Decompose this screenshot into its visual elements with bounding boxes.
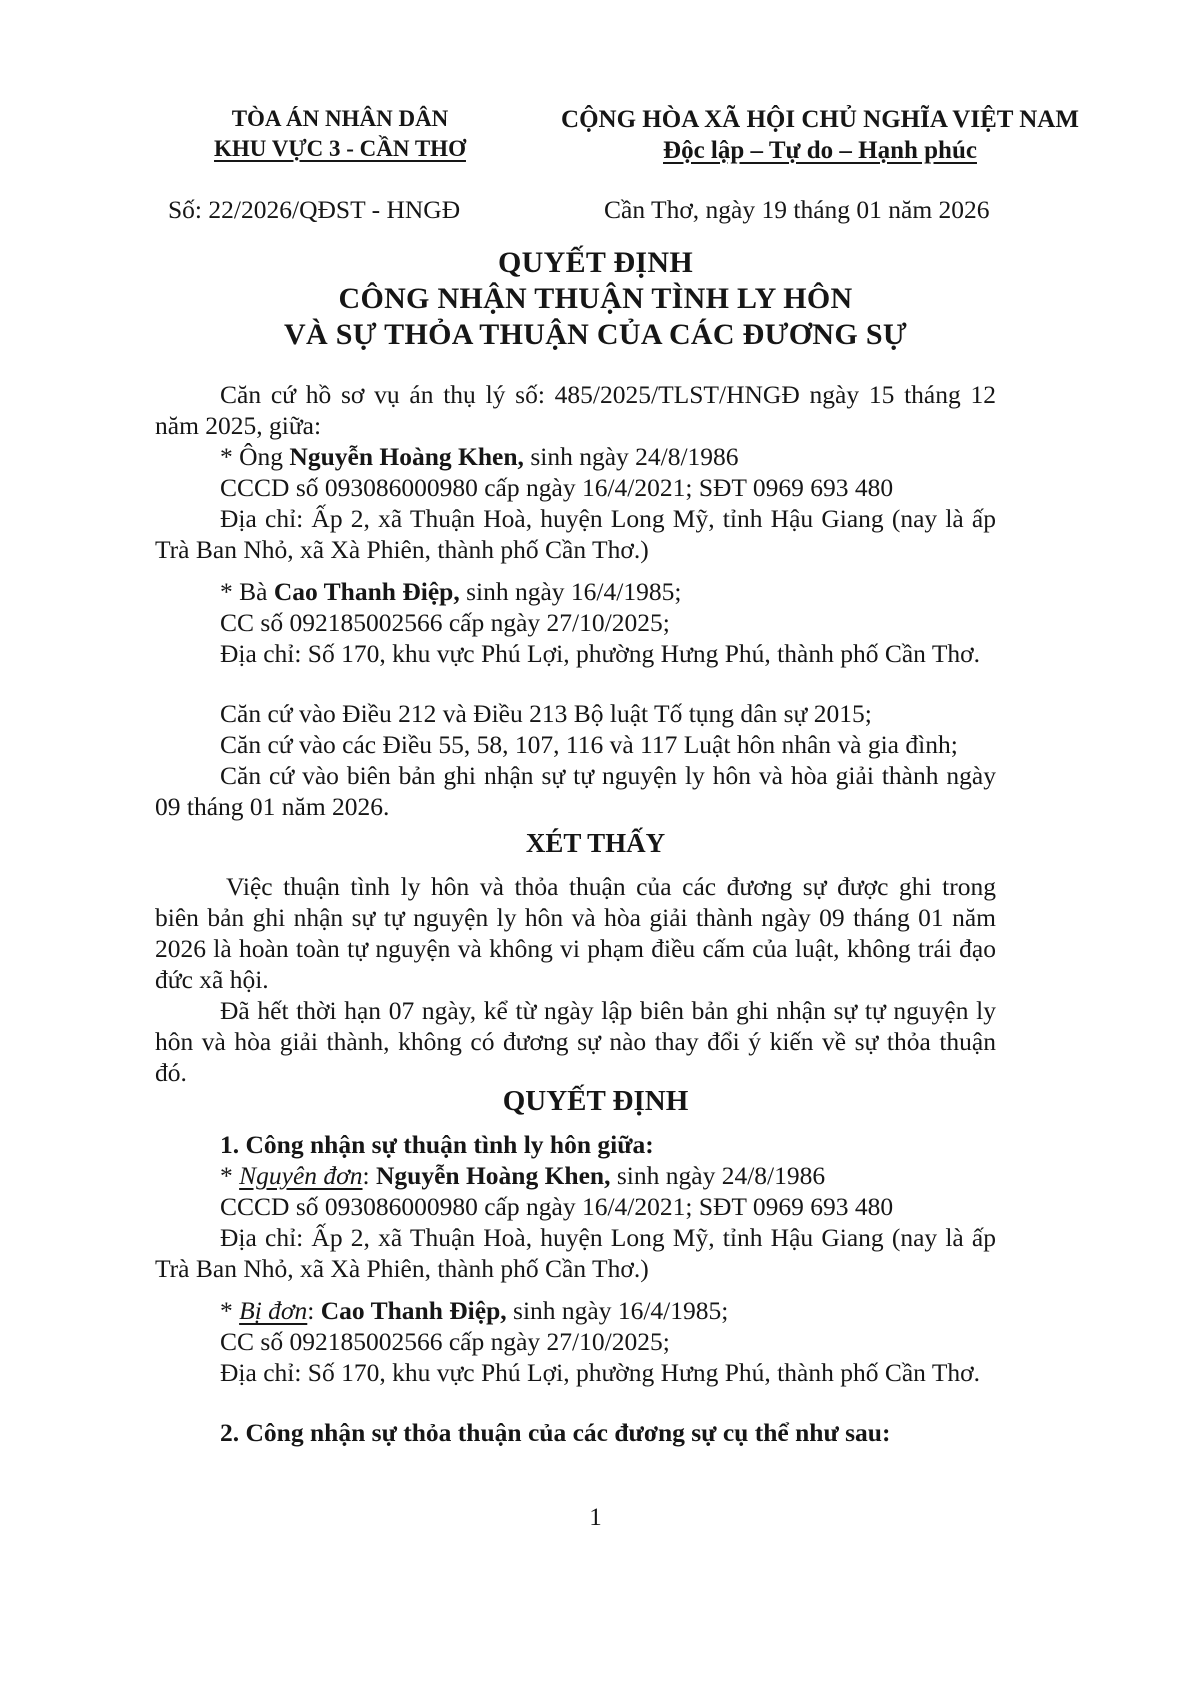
document-number: [168, 195, 460, 225]
intro-line-2: năm 2025, giữa:: [155, 411, 322, 440]
findings-p1-l4: đức xã hội.: [155, 965, 269, 994]
court-name: TÒA ÁN NHÂN DÂN: [231, 106, 449, 131]
basis-3: Căn cứ vào biên bản ghi nhận sự tự nguyện ly hôn và hòa giải thành ngày: [220, 761, 996, 790]
party2-name: Cao Thanh Điệp,: [273, 577, 460, 606]
doc-title: QUYẾT ĐỊNH: [498, 246, 693, 279]
findings-p1-l3: 2026 là hoàn toàn tự nguyện và không vi phạm điều cấm của luật, không trái đạo: [155, 934, 996, 963]
findings-p2-l1: Đã hết thời hạn 07 ngày, kể từ ngày lập biên bản ghi nhận sự tự nguyện ly: [220, 996, 996, 1025]
plaintiff-address-2: Trà Ban Nhỏ, xã Xà Phiên, thành phố Cần Thơ.): [155, 1254, 649, 1283]
document-number-value: 22/2026/QĐST - HNGĐ: [208, 195, 461, 224]
document-number-prefix: Số:: [168, 195, 209, 224]
findings-p1-l1: Việc thuận tình ly hôn và thỏa thuận của các đương sự được ghi trong: [226, 872, 996, 901]
doc-subtitle-2: VÀ SỰ THỎA THUẬN CỦA CÁC ĐƯƠNG SỰ: [283, 318, 907, 351]
findings-p1-l2: biên bản ghi nhận sự tự nguyện ly hôn và hòa giải thành ngày 09 tháng 01 năm: [155, 903, 996, 932]
decision-heading: QUYẾT ĐỊNH: [502, 1085, 689, 1117]
party2-id: CC số 092185002566 cấp ngày 27/10/2025;: [220, 608, 670, 637]
party1-address-2: Trà Ban Nhỏ, xã Xà Phiên, thành phố Cần Thơ.): [155, 535, 649, 564]
decision-item2-heading: 2. Công nhận sự thỏa thuận của các đương sự cụ thể như sau:: [220, 1418, 891, 1447]
basis-2: Căn cứ vào các Điều 55, 58, 107, 116 và 117 Luật hôn nhân và gia đình;: [220, 730, 958, 759]
plaintiff-address-1: Địa chỉ: Ấp 2, xã Thuận Hoà, huyện Long Mỹ, tỉnh Hậu Giang (nay là ấp: [220, 1223, 996, 1252]
intro-line-1: Căn cứ hồ sơ vụ án thụ lý số: 485/2025/TLST/HNGĐ ngày 15 tháng 12: [220, 380, 996, 409]
basis-4: 09 tháng 01 năm 2026.: [155, 792, 390, 821]
plaintiff-name: Nguyễn Hoàng Khen,: [375, 1161, 611, 1190]
findings-heading: XÉT THẤY: [525, 828, 666, 858]
defendant-name: Cao Thanh Điệp,: [320, 1296, 507, 1325]
party1-address-1: Địa chỉ: Ấp 2, xã Thuận Hoà, huyện Long Mỹ, tỉnh Hậu Giang (nay là ấp: [220, 504, 996, 533]
decision-item1-heading: 1. Công nhận sự thuận tình ly hôn giữa:: [220, 1130, 654, 1159]
basis-1: Căn cứ vào Điều 212 và Điều 213 Bộ luật Tố tụng dân sự 2015;: [220, 699, 872, 728]
defendant-address: Địa chỉ: Số 170, khu vực Phú Lợi, phường Hưng Phú, thành phố Cần Thơ.: [220, 1358, 981, 1387]
findings-p2-l2: hôn và hòa giải thành, không có đương sự nào thay đổi ý kiến về sự thỏa thuận: [155, 1027, 996, 1056]
plaintiff-line: * Nguyên đơn: Nguyễn Hoàng Khen, sinh ngày 24/8/1986: [220, 1161, 826, 1190]
party1-id: CCCD số 093086000980 cấp ngày 16/4/2021; SĐT 0969 693 480: [220, 473, 894, 502]
defendant-id: CC số 092185002566 cấp ngày 27/10/2025;: [220, 1327, 670, 1356]
defendant-line: * Bị đơn: Cao Thanh Điệp, sinh ngày 16/4/1985;: [220, 1296, 729, 1325]
court-district: KHU VỰC 3 - CẦN THƠ: [214, 136, 466, 161]
plaintiff-id: CCCD số 093086000980 cấp ngày 16/4/2021; SĐT 0969 693 480: [220, 1192, 894, 1221]
findings-p2-l3: đó.: [155, 1058, 187, 1087]
party1-line: * Ông Nguyễn Hoàng Khen, sinh ngày 24/8/1986: [220, 442, 739, 471]
party1-name: Nguyễn Hoàng Khen,: [289, 442, 524, 471]
party2-address: Địa chỉ: Số 170, khu vực Phú Lợi, phường Hưng Phú, thành phố Cần Thơ.: [220, 639, 981, 668]
party2-line: * Bà Cao Thanh Điệp, sinh ngày 16/4/1985;: [220, 577, 682, 606]
plaintiff-label: Nguyên đơn: [239, 1161, 363, 1190]
page-number: 1: [589, 1504, 602, 1531]
nation-name: CỘNG HÒA XÃ HỘI CHỦ NGHĨA VIỆT NAM: [561, 106, 1079, 133]
nation-motto: Độc lập – Tự do – Hạnh phúc: [663, 137, 977, 164]
doc-subtitle-1: CÔNG NHẬN THUẬN TÌNH LY HÔN: [338, 282, 853, 315]
defendant-label: Bị đơn: [239, 1296, 308, 1325]
place-date: Cần Thơ, ngày 19 tháng 01 năm 2026: [604, 195, 990, 224]
